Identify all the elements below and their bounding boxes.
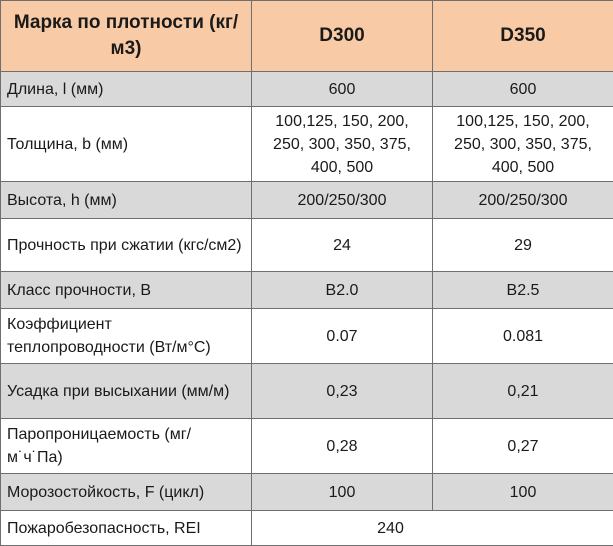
row-label: Усадка при высыхании (мм/м): [1, 364, 252, 419]
cell-d350: 0.081: [433, 309, 613, 364]
cell-d300: 24: [252, 219, 433, 272]
cell-d300: 100: [252, 474, 433, 511]
table-body: [1, 72, 613, 546]
table-row: [1, 511, 613, 546]
row-label: Толщина, b (мм): [1, 107, 252, 182]
cell-d350: 0,21: [433, 364, 613, 419]
table-header: [1, 1, 613, 72]
table-row: [1, 72, 613, 107]
table-row: [1, 309, 613, 364]
header-param-label: Марка по плотности (кг/м3): [1, 1, 252, 72]
row-label: Прочность при сжатии (кгс/см2): [1, 219, 252, 272]
cell-d350: 0,27: [433, 419, 613, 474]
header-row: [1, 1, 613, 72]
table-row: [1, 419, 613, 474]
row-label: Класс прочности, B: [1, 272, 252, 309]
row-label: Высота, h (мм): [1, 182, 252, 219]
cell-d300: 0,23: [252, 364, 433, 419]
table-row: [1, 272, 613, 309]
cell-d300: 600: [252, 72, 433, 107]
table-row: [1, 182, 613, 219]
table-row: [1, 219, 613, 272]
row-label: Пожаробезопасность, REI: [1, 511, 252, 546]
cell-d300: 0,28: [252, 419, 433, 474]
table-row: [1, 474, 613, 511]
row-label: Паропроницаемость (мг/м˙ч˙Па): [1, 419, 252, 474]
cell-d350: 600: [433, 72, 613, 107]
table-row: [1, 107, 613, 182]
cell-d350: 100,125, 150, 200, 250, 300, 350, 375, 400, 500: [433, 107, 613, 182]
cell-d350: 100: [433, 474, 613, 511]
cell-d300: 0.07: [252, 309, 433, 364]
cell-d300: B2.0: [252, 272, 433, 309]
row-label: Длина, l (мм): [1, 72, 252, 107]
cell-d350: B2.5: [433, 272, 613, 309]
row-label: Морозостойкость, F (цикл): [1, 474, 252, 511]
cell-d350: 200/250/300: [433, 182, 613, 219]
cell-merged-value: 240: [252, 511, 613, 546]
cell-d300: 200/250/300: [252, 182, 433, 219]
table-row: [1, 364, 613, 419]
header-d300: D300: [252, 1, 433, 72]
row-label: Коэффициент теплопроводности (Вт/м°С): [1, 309, 252, 364]
cell-d350: 29: [433, 219, 613, 272]
header-d350: D350: [433, 1, 613, 72]
cell-d300: 100,125, 150, 200, 250, 300, 350, 375, 400, 500: [252, 107, 433, 182]
